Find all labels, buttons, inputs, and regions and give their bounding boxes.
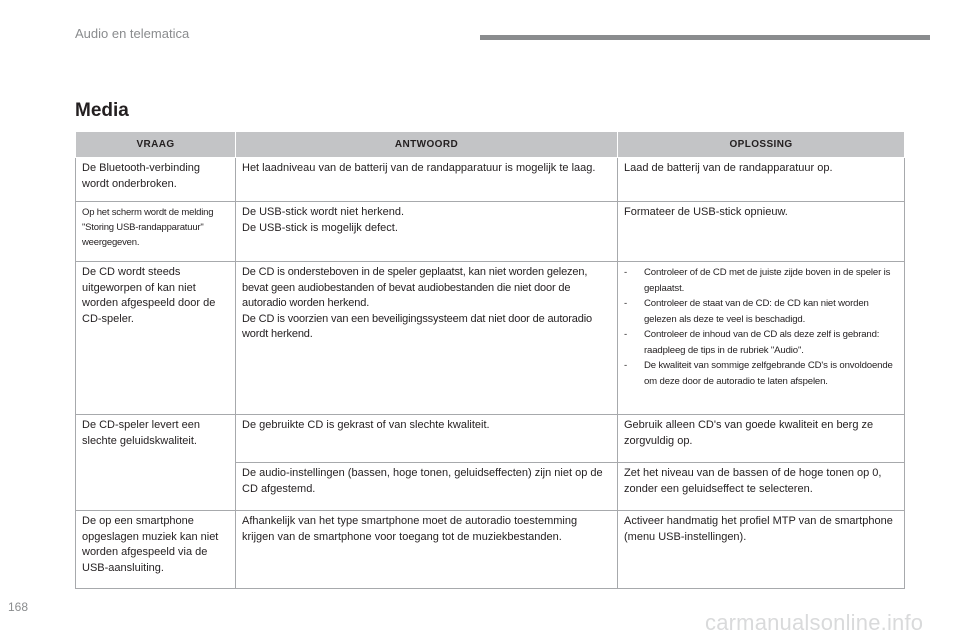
answer-line: De CD is ondersteboven in de speler geplaatst, kan niet worden gelezen, bevat geen audiobestanden of bevat audiobestanden die niet door de autoradio worden herkend. xyxy=(242,266,588,310)
answer-cell xyxy=(236,262,618,415)
solution-cell: Formateer de USB-stick opnieuw. xyxy=(618,202,905,262)
solution-item-text: Controleer de staat van de CD: de CD kan niet worden gelezen als deze te veel is beschadigd. xyxy=(644,298,869,325)
list-item: - Controleer of de CD met de juiste zijde boven in de speler is geplaatst. xyxy=(624,267,891,294)
answer-line: De USB-stick is mogelijk defect. xyxy=(242,221,398,234)
question-cell: Op het scherm wordt de melding "Storing USB-randapparatuur" weergegeven. xyxy=(76,202,236,262)
solution-item-text: De kwaliteit van sommige zelfgebrande CD's is onvoldoende om deze door de autoradio te laten afspelen. xyxy=(644,360,893,387)
list-item: - Controleer de inhoud van de CD als deze zelf is gebrand: raadpleeg de tips in de rubriek "Audio". xyxy=(624,329,880,356)
solution-cell: Activeer handmatig het profiel MTP van de smartphone (menu USB-instellingen). xyxy=(618,511,905,589)
answer-cell: De gebruikte CD is gekrast of van slechte kwaliteit. xyxy=(236,415,618,463)
table-row xyxy=(76,158,905,202)
answer-line: De CD is voorzien van een beveiligingssysteem dat niet door de autoradio wordt herkend. xyxy=(242,312,592,341)
table-row xyxy=(76,202,905,262)
answer-cell: De audio-instellingen (bassen, hoge tonen, geluidseffecten) zijn niet op de CD afgestemd. xyxy=(236,463,618,511)
column-header-answer: ANTWOORD xyxy=(236,132,618,158)
solution-cell: Gebruik alleen CD's van goede kwaliteit en berg ze zorgvuldig op. xyxy=(618,415,905,463)
table-row xyxy=(76,262,905,415)
solution-cell: Laad de batterij van de randapparatuur op. xyxy=(618,158,905,202)
solution-cell xyxy=(618,262,905,415)
answer-line: De USB-stick wordt niet herkend. xyxy=(242,206,405,218)
table-row xyxy=(76,511,905,589)
question-cell: De op een smartphone opgeslagen muziek kan niet worden afgespeeld via de USB-aansluiting. xyxy=(76,511,236,589)
column-header-solution: OPLOSSING xyxy=(618,132,905,158)
question-cell: De CD-speler levert een slechte geluidskwaliteit. xyxy=(76,415,236,511)
column-header-question: VRAAG xyxy=(76,132,236,158)
solution-cell: Zet het niveau van de bassen of de hoge tonen op 0, zonder een geluidseffect te selecteren. xyxy=(618,463,905,511)
question-cell: De Bluetooth-verbinding wordt onderbroken. xyxy=(76,158,236,202)
troubleshooting-table xyxy=(75,131,905,589)
list-item: - Controleer de staat van de CD: de CD kan niet worden gelezen als deze te veel is beschadigd. xyxy=(624,298,869,325)
answer-cell xyxy=(236,202,618,262)
solution-item-text: Controleer of de CD met de juiste zijde boven in de speler is geplaatst. xyxy=(644,267,891,294)
solution-item-text: Controleer de inhoud van de CD als deze zelf is gebrand: raadpleeg de tips in de rubriek "Audio". xyxy=(644,329,880,356)
page-title: Media xyxy=(75,100,129,121)
page-number: 168 xyxy=(8,600,29,614)
answer-cell: Het laadniveau van de batterij van de randapparatuur is mogelijk te laag. xyxy=(236,158,618,202)
header-bar xyxy=(480,35,930,40)
section-header: Audio en telematica xyxy=(75,26,190,41)
solution-list xyxy=(624,265,898,389)
table-row xyxy=(76,415,905,463)
list-item: - De kwaliteit van sommige zelfgebrande CD's is onvoldoende om deze door de autoradio te laten afspelen. xyxy=(624,360,893,387)
question-cell: De CD wordt steeds uitgeworpen of kan niet worden afgespeeld door de CD-speler. xyxy=(76,262,236,415)
table-header-row xyxy=(76,132,905,158)
answer-cell: Afhankelijk van het type smartphone moet de autoradio toestemming krijgen van de smartphone voor toegang tot de muziekbestanden. xyxy=(236,511,618,589)
watermark: carmanualsonline.info xyxy=(705,610,924,635)
